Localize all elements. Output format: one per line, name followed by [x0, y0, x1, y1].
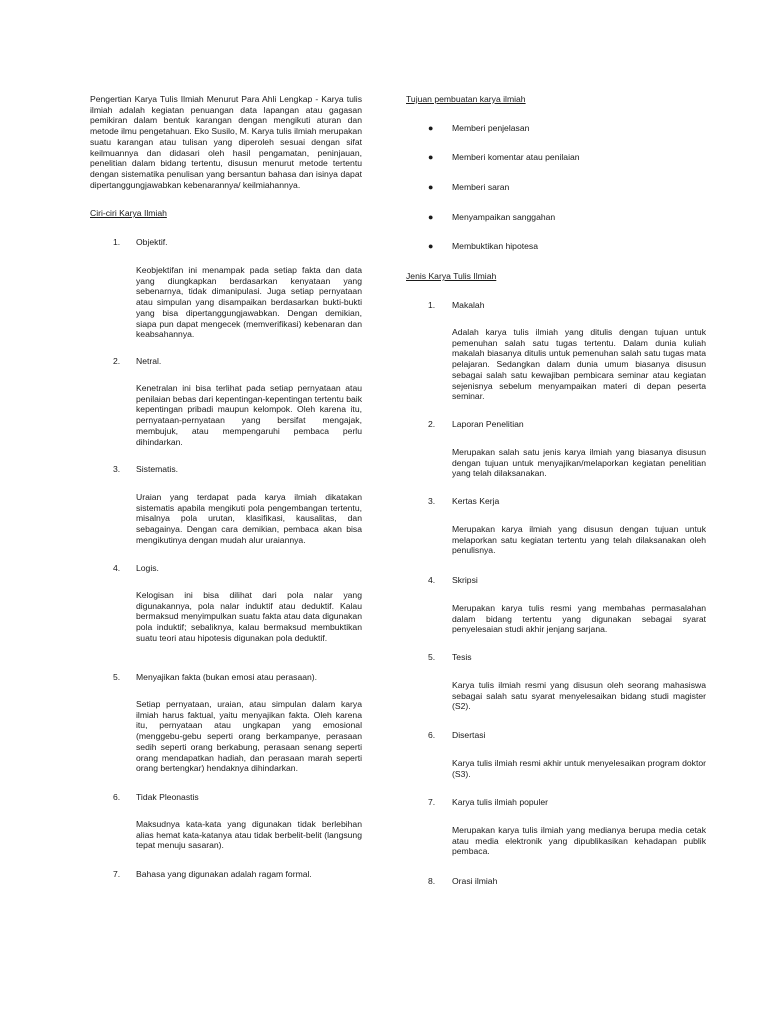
intro-paragraph: Pengertian Karya Tulis Ilmiah Menurut Para Ahli Lengkap - Karya tulis ilmiah adalah kegiatan penuangan data lapangan atau gagasan pemikiran dalam bentuk karangan dengan mengikuti aturan dan metode ilmu pengetahuan. Eko Susilo, M. Karya tulis ilmiah merupakan suatu karangan atau tulisan yang diperoleh sesuai dengan sifat keilmuannya dan didasari oleh hasil pengamatan, peninjauan, penelitian dalam bidang tertentu, disusun menurut metode tertentu dengan sistematika penulisan yang bersantun bahasa dan isinya dapat dipertanggungjawabkan kebenarannya/ keilmiahannya.	[90, 94, 362, 190]
item-description: Adalah karya tulis ilmiah yang ditulis dengan tujuan untuk pemenuhan salah satu tugas tertentu. Dalam dunia kuliah makalah biasanya ditulis untuk pemenuhan salah satu tugas mata pelajaran. Sedangkan dalam dunia umum biasanya disusun sebagai salah satu kewajiban pembicara seminar atau kegiatan sejenisnya sebelum menyampaikan materi di depan peserta seminar.	[452, 327, 706, 402]
item-title: Logis.	[136, 563, 159, 573]
item-number: 6.	[428, 730, 436, 740]
bullet-icon: ●	[428, 152, 434, 162]
item-number: 5.	[113, 672, 121, 682]
heading-tujuan: Tujuan pembuatan karya ilmiah	[406, 94, 526, 104]
item-title: Disertasi	[452, 730, 486, 740]
item-description: Merupakan karya tulis ilmiah yang medianya berupa media cetak atau media elektronik yang dipublikasikan kehadapan publik pembaca.	[452, 825, 706, 857]
item-title: Makalah	[452, 300, 485, 310]
heading-jenis: Jenis Karya Tulis Ilmiah	[406, 271, 497, 281]
item-description: Merupakan karya tulis resmi yang membahas permasalahan dalam bidang tertentu yang digunakan sebagai syarat penyelesaian studi akhir jenjang sarjana.	[452, 603, 706, 635]
item-description: Merupakan salah satu jenis karya ilmiah yang biasanya disusun dengan tujuan untuk menyajikan/melaporkan kegiatan penelitian yang telah dilaksanakan.	[452, 447, 706, 479]
item-title: Skripsi	[452, 575, 478, 585]
item-number: 6.	[113, 792, 121, 802]
item-title: Orasi ilmiah	[452, 876, 498, 886]
item-number: 3.	[428, 496, 436, 506]
bullet-text: Membuktikan hipotesa	[452, 241, 538, 251]
bullet-text: Menyampaikan sanggahan	[452, 212, 556, 222]
item-description: Merupakan karya ilmiah yang disusun dengan tujuan untuk melaporkan satu kegiatan tertentu yang telah dilaksanakan oleh penulisnya.	[452, 524, 706, 556]
item-title: Sistematis.	[136, 464, 179, 474]
heading-ciri-ciri: Ciri-ciri Karya Ilmiah	[90, 208, 167, 218]
item-description: Kelogisan ini bisa dilihat dari pola nalar yang digunakannya, pola nalar induktif atau deduktif. Kalau bermaksud menyimpulkan suatu fakta atau data digunakan pola induktif; sebaliknya, kalau bermaksud membuktikan suatu teori atau hipotesis digunakan pola deduktif.	[136, 590, 362, 643]
item-number: 2.	[113, 356, 121, 366]
bullet-icon: ●	[428, 212, 434, 222]
item-number: 2.	[428, 419, 436, 429]
bullet-icon: ●	[428, 182, 434, 192]
item-number: 5.	[428, 652, 436, 662]
item-title: Tidak Pleonastis	[136, 792, 199, 802]
item-title: Netral.	[136, 356, 162, 366]
item-number: 4.	[113, 563, 121, 573]
item-title: Laporan Penelitian	[452, 419, 524, 429]
item-number: 7.	[428, 797, 436, 807]
item-number: 3.	[113, 464, 121, 474]
item-description: Kenetralan ini bisa terlihat pada setiap pernyataan atau penilaian bebas dari kepentingan-kepentingan tertentu baik kepentingan pribadi maupun kelompok. Oleh karena itu, pernyataan-pernyataan yang bersifat mengajak, membujuk, atau mempengaruhi pembaca perlu dihindarkan.	[136, 383, 362, 447]
item-number: 7.	[113, 869, 121, 879]
bullet-icon: ●	[428, 123, 434, 133]
bullet-text: Memberi komentar atau penilaian	[452, 152, 580, 162]
item-description: Karya tulis ilmiah resmi yang disusun oleh seorang mahasiswa sebagai salah satu syarat menyelesaikan bidang studi magister (S2).	[452, 680, 706, 712]
item-description: Karya tulis ilmiah resmi akhir untuk menyelesaikan program doktor (S3).	[452, 758, 706, 779]
item-description: Keobjektifan ini menampak pada setiap fakta dan data yang diungkapkan berdasarkan kenyataan yang sebenarnya, tidak dimanipulasi. Juga setiap pernyataan atau simpulan yang disampaikan berdasarkan bukti-bukti yang bisa dipertanggungjawabkan. Dengan demikian, siapa pun dapat mengecek (memverifikasi) kebenaran dan keabsahannya.	[136, 265, 362, 340]
item-description: Uraian yang terdapat pada karya ilmiah dikatakan sistematis apabila mengikuti pola pengembangan tertentu, misalnya pola urutan, klasifikasi, kausalitas, dan sebagainya. Dengan cara demikian, pembaca akan bisa mengikutinya dengan mudah alur uraiannya.	[136, 492, 362, 545]
item-title: Karya tulis ilmiah populer	[452, 797, 549, 807]
item-number: 1.	[428, 300, 436, 310]
bullet-text: Memberi saran	[452, 182, 510, 192]
item-description: Maksudnya kata-kata yang digunakan tidak berlebihan alias hemat kata-katanya atau tidak berbelit-belit (langsung tepat menuju sasaran).	[136, 819, 362, 851]
item-title: Objektif.	[136, 237, 168, 247]
item-title: Menyajikan fakta (bukan emosi atau perasaan).	[136, 672, 318, 682]
item-title: Kertas Kerja	[452, 496, 500, 506]
item-number: 8.	[428, 876, 436, 886]
item-title: Tesis	[452, 652, 472, 662]
item-number: 4.	[428, 575, 436, 585]
item-description: Setiap pernyataan, uraian, atau simpulan dalam karya ilmiah harus faktual, yaitu menyajikan fakta. Oleh karena itu, pernyataan atau ungkapan yang emosional (menggebu-gebu seperti orang berkampanye, perasaan sedih seperti orang berkabung, perasaan senang seperti orang mendapatkan hadiah, dan perasaan marah seperti orang bertengkar) hendaknya dihindarkan.	[136, 699, 362, 774]
bullet-text: Memberi penjelasan	[452, 123, 530, 133]
item-title: Bahasa yang digunakan adalah ragam formal.	[136, 869, 312, 879]
bullet-icon: ●	[428, 241, 434, 251]
item-number: 1.	[113, 237, 121, 247]
